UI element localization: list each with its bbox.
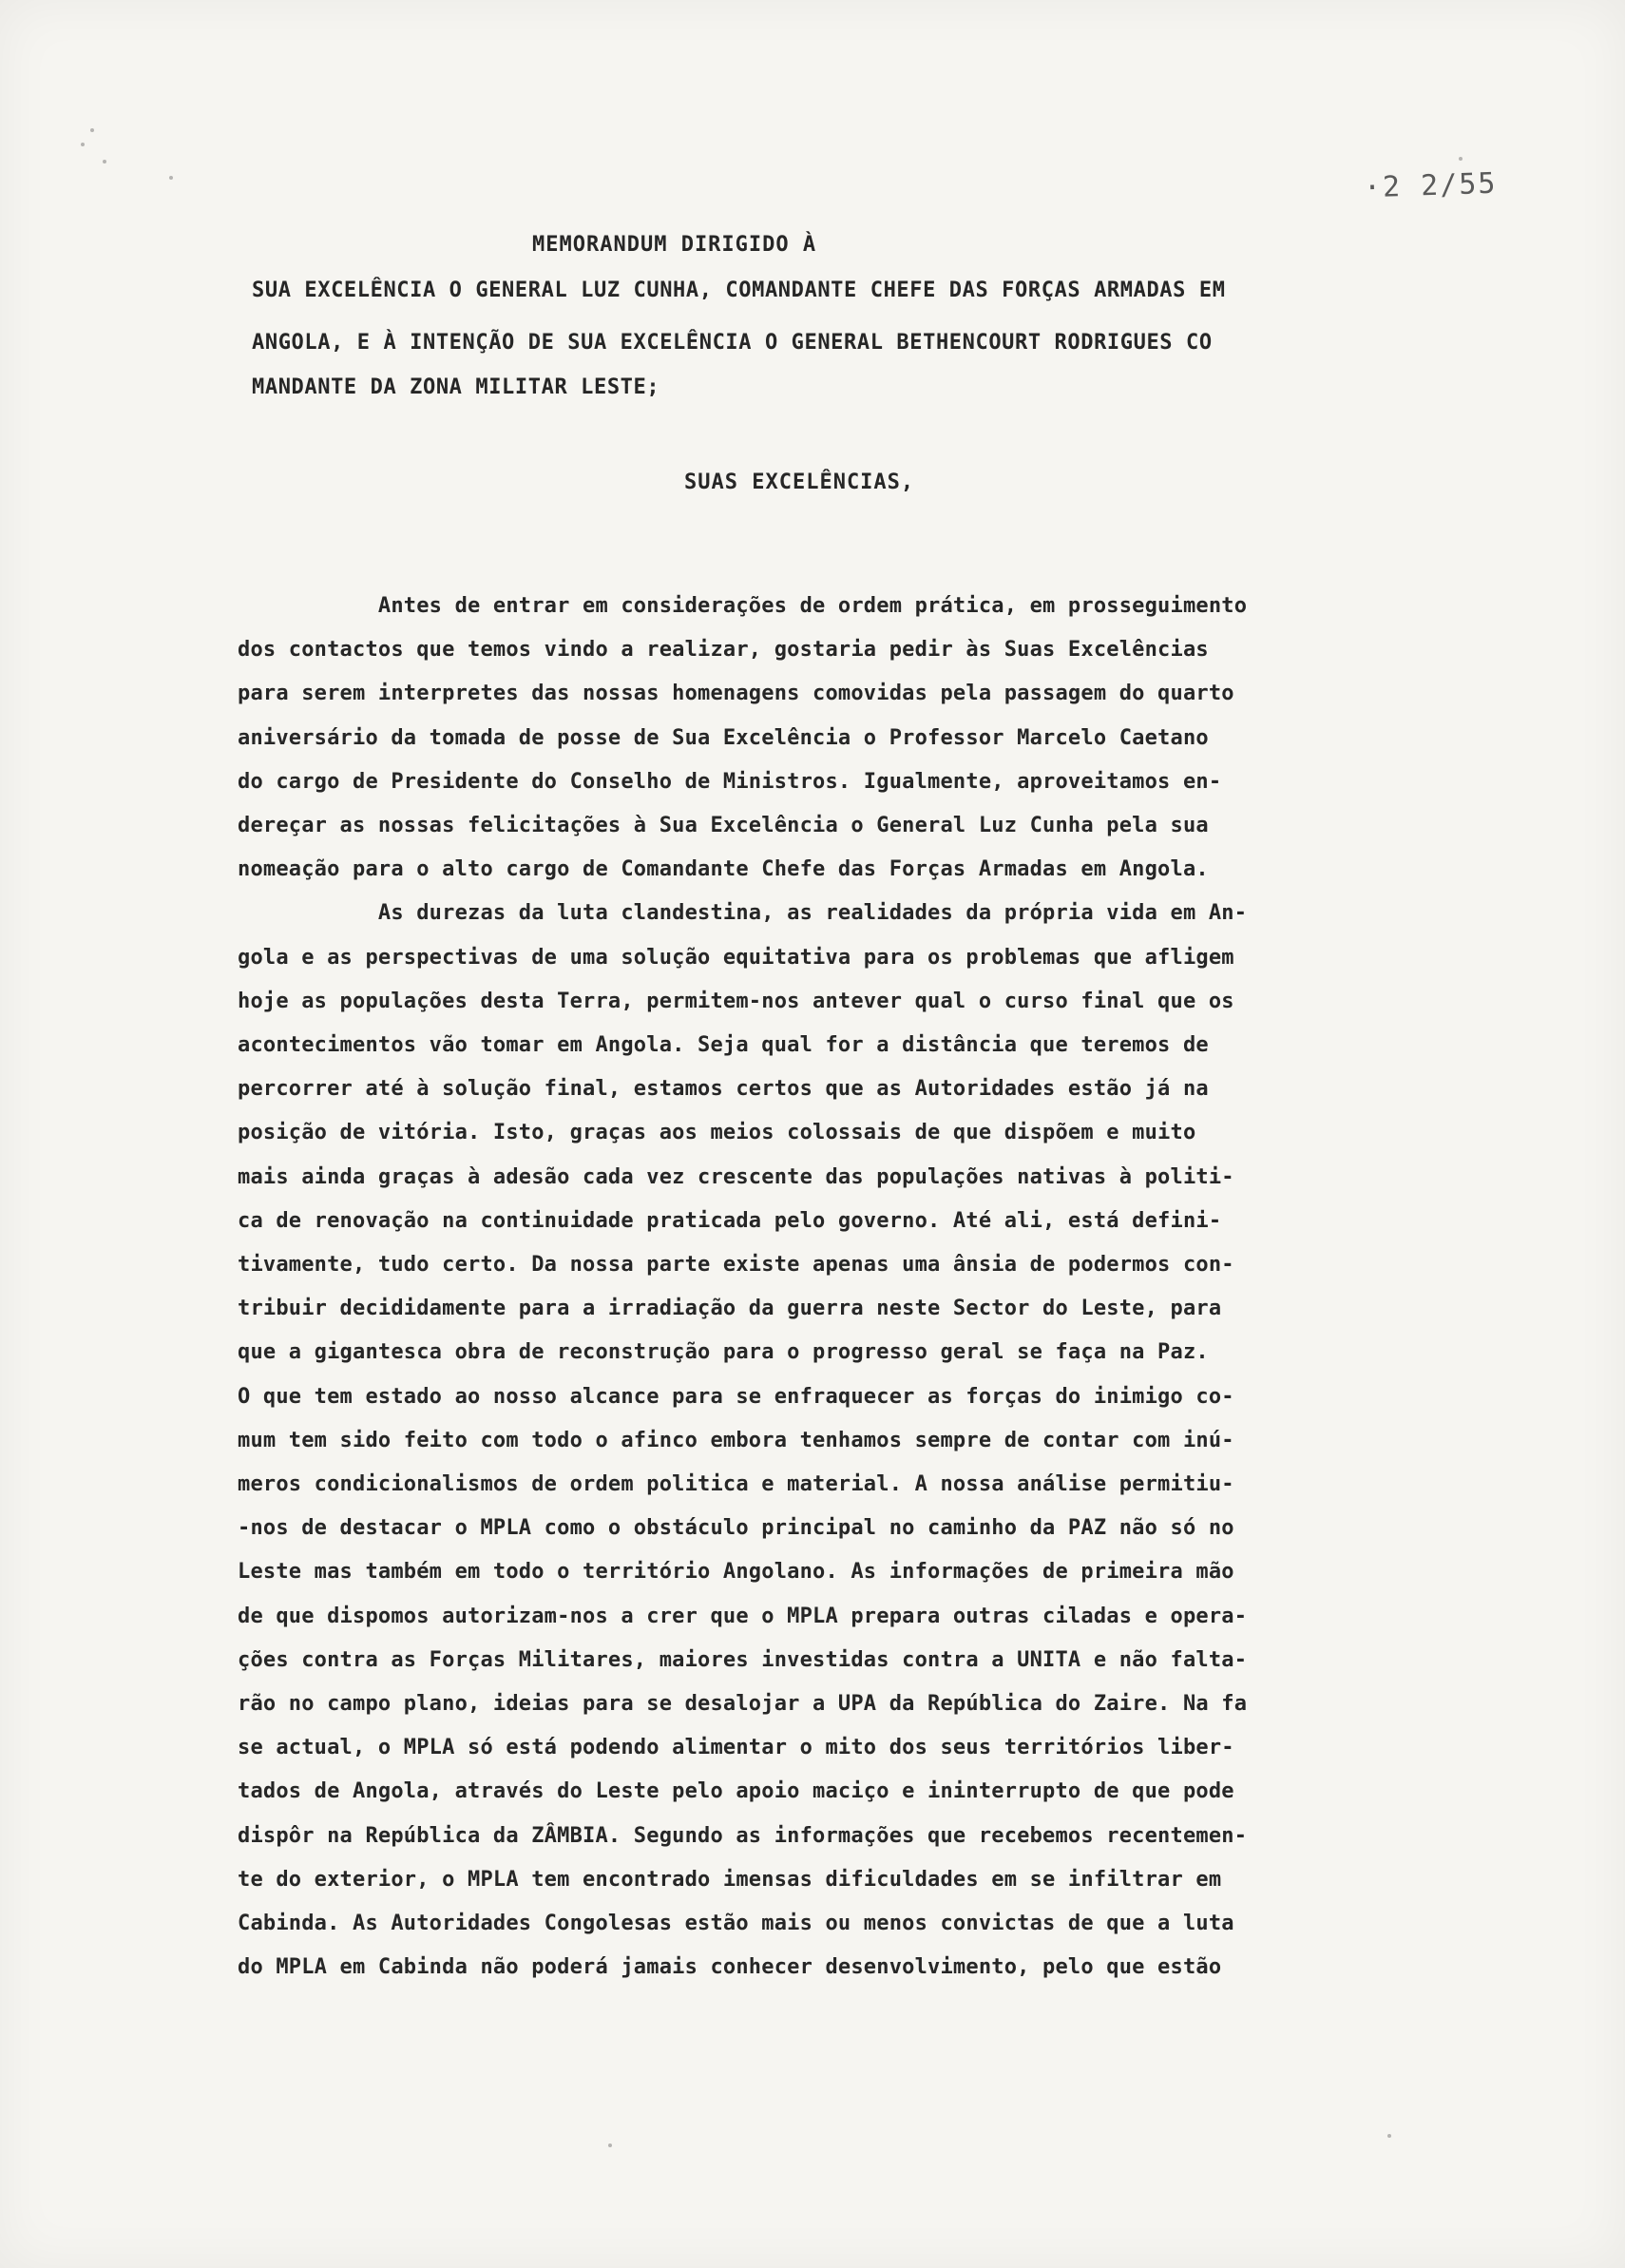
body-line: posição de vitória. Isto, graças aos meios colossais de que dispõem e muito — [238, 1121, 1196, 1145]
body-line: hoje as populações desta Terra, permitem-nos antever qual o curso final que os — [238, 989, 1234, 1013]
body-line: tados de Angola, através do Leste pelo apoio maciço e ininterrupto de que pode — [238, 1779, 1234, 1804]
body-line: dispôr na República da ZÂMBIA. Segundo as informações que recebemos recentemen- — [238, 1823, 1248, 1848]
body-line: gola e as perspectivas de uma solução equitativa para os problemas que afligem — [238, 945, 1234, 970]
body-line: dos contactos que temos vindo a realizar, gostaria pedir às Suas Excelências — [238, 638, 1209, 663]
body-line: acontecimentos vão tomar em Angola. Seja qual for a distância que teremos de — [238, 1033, 1209, 1057]
body-line: Leste mas também em todo o território Angolano. As informações de primeira mão — [238, 1560, 1234, 1585]
body-line: dereçar as nossas felicitações à Sua Excelência o General Luz Cunha pela sua — [238, 814, 1209, 837]
body-line: do cargo de Presidente do Conselho de Ministros. Igualmente, aproveitamos en- — [238, 769, 1222, 794]
folio-number: ·2 2/55 — [1363, 166, 1499, 205]
body-line: rão no campo plano, ideias para se desalojar a UPA da República do Zaire. Na fa — [238, 1692, 1248, 1716]
body-line: Cabinda. As Autoridades Congolesas estão mais ou menos convictas de que a luta — [238, 1912, 1234, 1935]
body-line: O que tem estado ao nosso alcance para se enfraquecer as forças do inimigo co- — [238, 1384, 1234, 1409]
body-line: Antes de entrar em considerações de ordem prática, em prosseguimento — [238, 594, 1248, 618]
address-line-3: MANDANTE DA ZONA MILITAR LESTE; — [252, 375, 660, 399]
address-line-1: SUA EXCELÊNCIA O GENERAL LUZ CUNHA, COMANDANTE CHEFE DAS FORÇAS ARMADAS EM — [252, 279, 1226, 302]
memo-title: MEMORANDUM DIRIGIDO À — [532, 233, 817, 257]
body-line: ca de renovação na continuidade praticada pelo governo. Até ali, está defini- — [238, 1208, 1222, 1233]
body-line: se actual, o MPLA só está podendo alimentar o mito dos seus territórios liber- — [238, 1736, 1234, 1760]
body-line: meros condicionalismos de ordem politica e material. A nossa análise permitiu- — [238, 1472, 1234, 1496]
body-line: nomeação para o alto cargo de Comandante Chefe das Forças Armadas em Angola. — [238, 857, 1209, 882]
body-line: percorrer até à solução final, estamos certos que as Autoridades estão já na — [238, 1077, 1209, 1102]
body-line: As durezas da luta clandestina, as realidades da própria vida em An- — [238, 901, 1248, 926]
body-line: te do exterior, o MPLA tem encontrado imensas dificuldades em se infiltrar em — [238, 1867, 1222, 1892]
address-line-2: ANGOLA, E À INTENÇÃO DE SUA EXCELÊNCIA O GENERAL BETHENCOURT RODRIGUES CO — [252, 331, 1213, 355]
body-line: mum tem sido feito com todo o afinco embora tenhamos sempre de contar com inú- — [238, 1428, 1234, 1452]
body-line: tribuir decididamente para a irradiação da guerra neste Sector do Leste, para — [238, 1297, 1222, 1321]
body-line: tivamente, tudo certo. Da nossa parte existe apenas uma ânsia de podermos con- — [238, 1253, 1234, 1277]
body-line: ções contra as Forças Militares, maiores investidas contra a UNITA e não falta- — [238, 1647, 1248, 1672]
body-line: que a gigantesca obra de reconstrução para o progresso geral se faça na Paz. — [238, 1340, 1209, 1365]
body-line: do MPLA em Cabinda não poderá jamais conhecer desenvolvimento, pelo que estão — [238, 1955, 1222, 1980]
body-line: de que dispomos autorizam-nos a crer que o MPLA prepara outras ciladas e opera- — [238, 1604, 1248, 1628]
body-line: -nos de destacar o MPLA como o obstáculo principal no caminho da PAZ não só no — [238, 1516, 1234, 1541]
body-line: mais ainda graças à adesão cada vez crescente das populações nativas à politi- — [238, 1164, 1234, 1189]
body-line: aniversário da tomada de posse de Sua Excelência o Professor Marcelo Caetano — [238, 725, 1209, 750]
body-line: para serem interpretes das nossas homenagens comovidas pela passagem do quarto — [238, 682, 1234, 706]
salutation: SUAS EXCELÊNCIAS, — [684, 471, 915, 494]
